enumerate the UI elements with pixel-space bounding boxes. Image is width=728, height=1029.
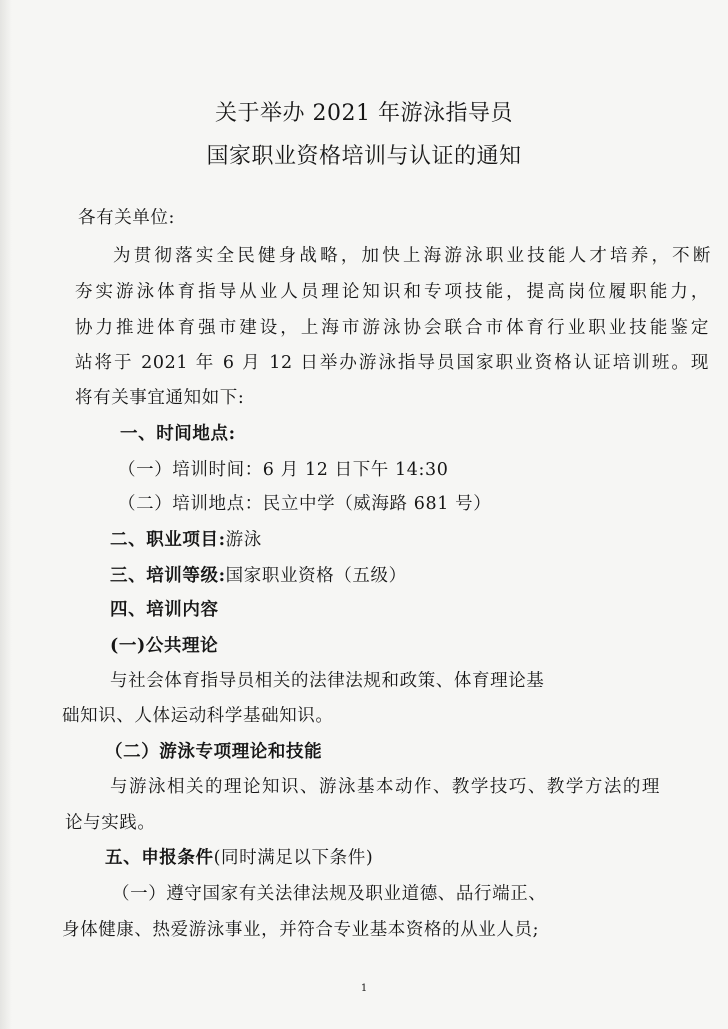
section-1-heading: 一、时间地点:: [120, 424, 236, 444]
title-line-1: 关于举办 2021 年游泳指导员: [215, 101, 513, 126]
title-line-2: 国家职业资格培训与认证的通知: [206, 144, 522, 169]
section-2-heading: 二、职业项目:: [110, 530, 226, 550]
section-4-sub-2-line-2: 论与实践。: [65, 813, 156, 833]
section-4-heading: 四、培训内容: [110, 600, 219, 620]
page-number: 1: [360, 983, 368, 994]
section-5-item-1-line-2: 身体健康、热爱游泳事业，并符合专业基本资格的从业人员;: [62, 920, 540, 940]
section-3-value: 国家职业资格（五级）: [225, 566, 407, 586]
section-3: [110, 568, 407, 586]
section-3-heading: 三、培训等级:: [110, 566, 226, 586]
section-2: [110, 532, 262, 550]
section-1-item-2: （二）培训地点：民立中学（威海路 681 号）: [118, 494, 492, 514]
intro-line-5: 将有关事宜通知如下:: [75, 388, 245, 408]
salutation: 各有关单位:: [78, 208, 175, 228]
section-5-item-1-line-1: （一）遵守国家有关法律法规及职业道德、品行端正、: [112, 884, 547, 904]
section-5-heading: 五、申报条件: [105, 848, 214, 868]
section-4-sub-2-line-1: 与游泳相关的理论知识、游泳基本动作、教学技巧、教学方法的理: [110, 777, 660, 797]
section-2-value: 游泳: [225, 530, 262, 550]
section-4-sub-1-line-2: 础知识、人体运动科学基础知识。: [62, 706, 334, 726]
section-5: [105, 850, 373, 868]
section-4-sub-1-line-1: 与社会体育指导员相关的法律法规和政策、体育理论基: [110, 671, 545, 691]
intro-line-1: 为贯彻落实全民健身战略，加快上海游泳职业技能人才培养，不断: [113, 246, 711, 266]
section-1-item-1: （一）培训时间：6 月 12 日下午 14:30: [118, 460, 449, 480]
intro-line-3: 协力推进体育强市建设，上海市游泳协会联合市体育行业职业技能鉴定: [75, 318, 709, 338]
section-5-note: (同时满足以下条件): [213, 848, 374, 868]
section-4-sub-2-heading: （二）游泳专项理论和技能: [105, 742, 323, 762]
intro-line-4: 站将于 2021 年 6 月 12 日举办游泳指导员国家职业资格认证培训班。现: [75, 353, 709, 373]
section-4-sub-1-heading: (一)公共理论: [110, 636, 219, 656]
intro-line-2: 夯实游泳体育指导从业人员理论知识和专项技能，提高岗位履职能力，: [75, 282, 709, 302]
